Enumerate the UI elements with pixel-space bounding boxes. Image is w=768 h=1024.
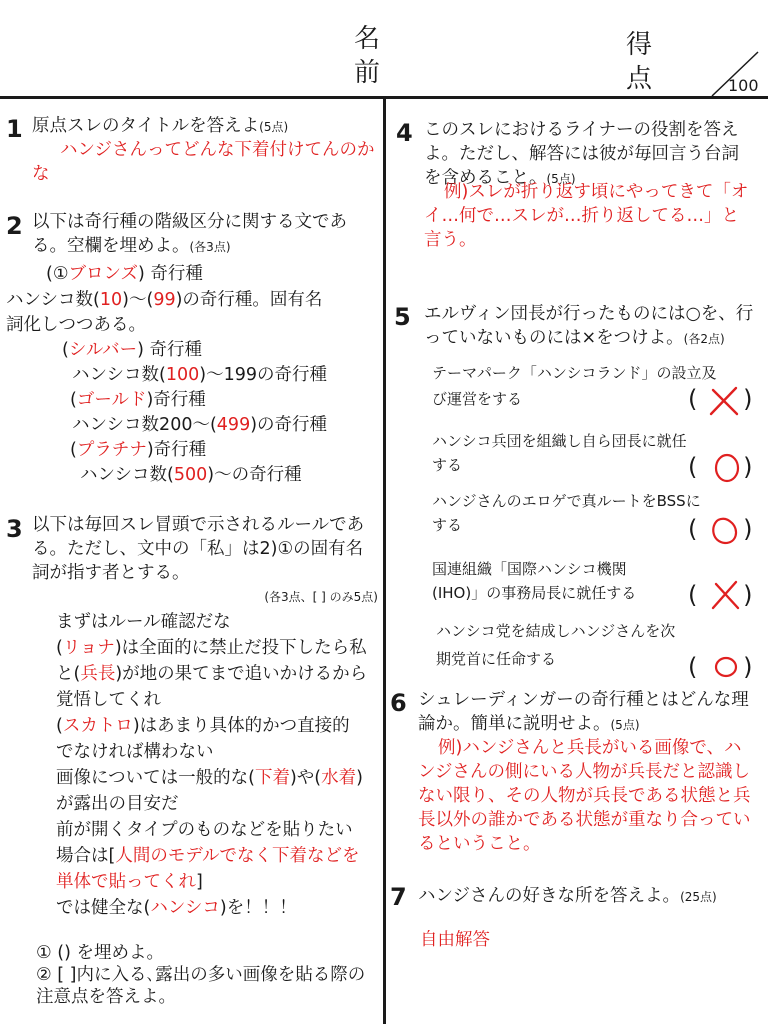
q3-blank-bracket-2: 単体で貼ってくれ: [56, 872, 196, 892]
q5-item2-paren: ( ): [688, 453, 753, 481]
q3-blank-scat: スカトロ: [62, 716, 133, 736]
q6-answer: 例)ハンジさんと兵長がいる画像で、ハンジさんの側にいる人物が兵長だと認識しない限り、その人物が兵長である状態と兵長以外の誰かである状態が重なり合っているということ。: [418, 738, 751, 854]
q3-sub1: ① () を埋めよ。: [36, 943, 164, 963]
q4-answer: 例)スレが折り返す頃にやってきて「オイ…何で…スレが…折り返してる…」と言う。: [424, 182, 749, 250]
q2-blank-bronze: ブロンズ: [68, 264, 139, 284]
q2-line3: 詞化しつつある。: [6, 315, 146, 335]
score-label-top: 得: [626, 30, 653, 60]
q5-item4-paren: ( ): [688, 581, 753, 609]
q3-rule3: と(兵長)が地の果てまで追いかけるから: [56, 664, 368, 684]
q2-line6: (ゴールド)奇行種: [70, 390, 206, 410]
q3-rule5: (スカトロ)はあまり具体的かつ直接的: [56, 716, 350, 736]
q2-blank-10: 10: [99, 290, 123, 310]
q6-text: [418, 688, 758, 737]
q3-blank-bracket-1: 人間のモデルでなく下着などを: [115, 846, 360, 866]
q2-blank-gold: ゴールド: [76, 390, 147, 410]
q2-blank-99: 99: [153, 290, 176, 310]
q6-number: 6: [390, 689, 407, 717]
q1-answer: ハンジさんってどんな下着付けてんのかな: [32, 140, 375, 184]
q5-question: エルヴィン団長が行ったものには○を、行っていないものには×をつけよ。: [424, 304, 754, 348]
q5-item3-line2: する: [432, 516, 463, 534]
q5-item5-paren: ( ): [688, 653, 753, 681]
q2-line5: ハンシコ数(100)〜199の奇行種: [72, 365, 328, 385]
q3-rule11: 単体で貼ってくれ]: [56, 872, 203, 892]
q2-line9: ハンシコ数(500)〜の奇行種: [80, 465, 302, 485]
q2-blank-500: 500: [173, 465, 208, 485]
q1-text: [32, 114, 377, 139]
score-total: 100: [728, 76, 759, 95]
q5-item1-line2: び運営をする: [432, 390, 523, 408]
q3-blank-shitagi: 下着: [254, 768, 290, 788]
q2-line8: (プラチナ)奇行種: [70, 440, 207, 460]
q3-blank-mizugi: 水着: [321, 768, 357, 788]
q5-item4-line1: 国連組織「国際ハンシコ機関: [432, 560, 627, 578]
q3-blank-heichou: 兵長: [80, 664, 116, 684]
q2-line1: (①ブロンズ) 奇行種: [46, 264, 203, 284]
q3-rule8: が露出の目安だ: [56, 794, 179, 814]
q5-number: 5: [394, 303, 411, 331]
q3-rule10: 場合は[人間のモデルでなく下着などを: [56, 846, 360, 866]
q5-item3-paren: ( ): [688, 515, 753, 543]
name-label-bottom: 前: [354, 58, 381, 88]
q3-rule7: 画像については一般的な(下着)や(水着): [56, 768, 363, 788]
q3-sub2: ② [ ]内に入る､露出の多い画像を貼る際の注意点を答えよ。: [36, 965, 366, 1007]
q3-blank-ryona: リョナ: [62, 638, 115, 658]
q7-text: [418, 884, 763, 909]
name-label-top: 名: [354, 24, 381, 54]
q3-rule12: では健全な(ハンシコ)を！！！: [56, 898, 297, 918]
q7-number: 7: [390, 883, 407, 911]
q5-item2-mark-circle-icon: [712, 452, 742, 488]
q6-points: (5点): [610, 718, 640, 732]
q7-answer: 自由解答: [420, 930, 490, 950]
q4-number: 4: [396, 119, 413, 147]
q5-item5-line1: ハンシコ党を結成しハンジさんを次: [436, 622, 676, 640]
q3-rule4: 覚悟してくれ: [56, 690, 161, 710]
q5-item2-line1: ハンシコ兵団を組織し自ら団長に就任: [432, 432, 687, 450]
q5-item1-mark-cross-icon: [706, 384, 742, 422]
q5-item1-paren: ( ): [688, 385, 753, 413]
q5-text: [424, 302, 760, 351]
q3-rule6: でなければ構わない: [56, 742, 214, 762]
q5-item5-mark-circle-icon: [712, 654, 742, 684]
q5-item4-line2: (IHO)」の事務局長に就任する: [432, 584, 637, 602]
q2-line4: (シルバー) 奇行種: [62, 340, 203, 360]
q5-item1-line1: テーマパーク「ハンシコランド」の設立及: [432, 364, 717, 382]
column-divider: [383, 96, 386, 1024]
q1-number: 1: [6, 115, 23, 143]
q2-blank-100: 100: [165, 365, 200, 385]
q3-question: 以下は毎回スレ冒頭で示されるルールである。ただし、文中の「私」は2)①の固有名詞が指す者とする。: [32, 515, 365, 583]
q3-number: 3: [6, 515, 23, 543]
q1-points: (5点): [259, 120, 289, 134]
q7-question: ハンジさんの好きな所を答えよ。: [418, 886, 681, 906]
q2-blank-silver: シルバー: [68, 340, 138, 360]
q6-question: シュレーディンガーの奇行種とはどんな理論か。簡単に説明せよ。: [418, 690, 749, 734]
q5-item5-line2: 期党首に任命する: [436, 650, 557, 668]
q5-item4-mark-cross-icon: [708, 578, 742, 616]
q5-item3-mark-circle-icon: [708, 512, 742, 552]
q4-points: (5点): [546, 172, 576, 186]
q5-item2-line2: する: [432, 456, 463, 474]
q3-rule2: (リョナ)は全面的に禁止だ投下したら私: [56, 638, 367, 658]
q2-blank-499: 499: [216, 415, 251, 435]
q3-rule9: 前が開くタイプのものなどを貼りたい: [56, 820, 353, 840]
q2-number: 2: [6, 212, 23, 240]
q4-question: このスレにおけるライナーの役割を答えよ。ただし、解答には彼が毎回言う台詞を含めること。: [424, 120, 739, 188]
q2-text: [32, 210, 380, 259]
q3-points: (各3点、[ ] のみ5点): [264, 590, 378, 604]
q5-item3-line1: ハンジさんのエロゲで真ルートをBSSに: [432, 492, 701, 510]
q2-points: (各3点): [189, 240, 231, 254]
q1-question: 原点スレのタイトルを答えよ: [32, 116, 260, 136]
q2-question: 以下は奇行種の階級区分に関する文である。空欄を埋めよ。: [32, 212, 347, 256]
q5-points: (各2点): [683, 332, 725, 346]
score-label-bottom: 点: [626, 64, 653, 94]
q2-blank-platinum: プラチナ: [76, 440, 147, 460]
q2-line2: ハンシコ数(10)〜(99)の奇行種。固有名: [6, 290, 323, 310]
q2-line7: ハンシコ数200〜(499)の奇行種: [72, 415, 328, 435]
q3-blank-hanshiko: ハンシコ: [150, 898, 220, 918]
q3-rule1: まずはルール確認だな: [56, 612, 231, 632]
q7-points: (25点): [680, 890, 717, 904]
